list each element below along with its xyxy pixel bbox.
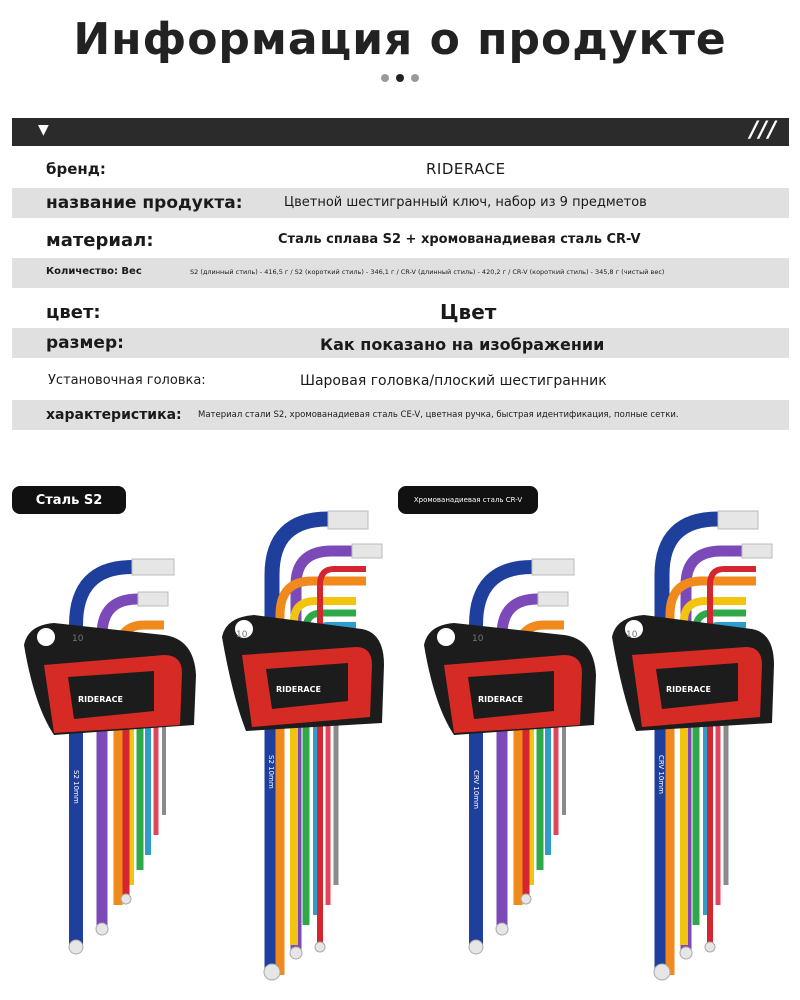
holder-size-label: 10 <box>472 634 484 644</box>
key-marking: CRV 10mm <box>472 770 480 809</box>
spec-row-color <box>12 294 789 326</box>
carousel-dot[interactable] <box>381 74 389 82</box>
product-image-crv-short <box>414 555 614 955</box>
spec-value: S2 (длинный стиль) - 416,5 г / S2 (короткий стиль) - 346,1 г / CR-V (длинный стиль) - 420,2 г / CR-V (короткий стиль) - 345,8 г (чистый вес) <box>190 268 665 276</box>
product-image-s2-long <box>216 505 406 985</box>
spec-header-bar <box>12 118 789 146</box>
spec-row-brand <box>12 152 789 186</box>
spec-value: Цветной шестигранный ключ, набор из 9 предметов <box>284 195 647 210</box>
spec-label: материал: <box>46 230 154 251</box>
spec-row-size <box>12 328 789 358</box>
triangle-down-icon: ▼ <box>38 122 49 138</box>
spec-value: Как показано на изображении <box>320 335 605 354</box>
holder-brand: RIDERACE <box>276 685 321 694</box>
hex-key-set <box>654 511 772 980</box>
spec-value: Сталь сплава S2 + хромованадиевая сталь CR-V <box>278 232 641 247</box>
page-title: Информация о продукте <box>73 14 727 65</box>
spec-label: размер: <box>46 333 124 353</box>
spec-label: Количество: Вес <box>46 266 142 277</box>
carousel-dot[interactable] <box>411 74 419 82</box>
product-image-s2-short <box>14 555 214 955</box>
holder-size-label: 10 <box>72 634 84 644</box>
carousel-dot-active[interactable] <box>396 74 404 82</box>
hex-key-set <box>264 511 382 980</box>
spec-value: Цвет <box>440 300 497 324</box>
holder-brand: RIDERACE <box>666 685 711 694</box>
product-image-crv-long <box>606 505 796 985</box>
key-marking: CRV 10mm <box>657 755 665 794</box>
spec-label: Установочная головка: <box>48 373 206 388</box>
holder-size-label: 10 <box>236 630 248 640</box>
spec-row-material <box>12 222 789 256</box>
slashes-decoration: /// <box>749 118 777 143</box>
spec-row-product-name <box>12 188 789 218</box>
holder-brand: RIDERACE <box>78 695 123 704</box>
spec-value: Шаровая головка/плоский шестигранник <box>300 373 607 389</box>
holder <box>424 623 596 735</box>
hex-key-set <box>69 559 174 954</box>
spec-row-features <box>12 400 789 430</box>
key-marking: S2 10mm <box>267 755 275 789</box>
spec-value: Материал стали S2, хромованадиевая сталь CE-V, цветная ручка, быстрая идентификация, полные сетки. <box>198 410 679 420</box>
carousel-dots <box>381 74 419 82</box>
badge-crv: Хромованадиевая сталь CR-V <box>398 486 538 514</box>
spec-label: название продукта: <box>46 193 243 213</box>
holder-size-label: 10 <box>626 630 638 640</box>
holder <box>24 623 196 735</box>
spec-label: характеристика: <box>46 407 182 423</box>
spec-value: RIDERACE <box>426 160 506 178</box>
spec-row-weight <box>12 258 789 288</box>
spec-label: цвет: <box>46 302 101 323</box>
spec-label: бренд: <box>46 160 106 178</box>
key-marking: S2 10mm <box>72 770 80 804</box>
hex-key-set <box>469 559 574 954</box>
holder-brand: RIDERACE <box>478 695 523 704</box>
badge-s2: Сталь S2 <box>12 486 126 514</box>
spec-row-head <box>12 364 789 398</box>
